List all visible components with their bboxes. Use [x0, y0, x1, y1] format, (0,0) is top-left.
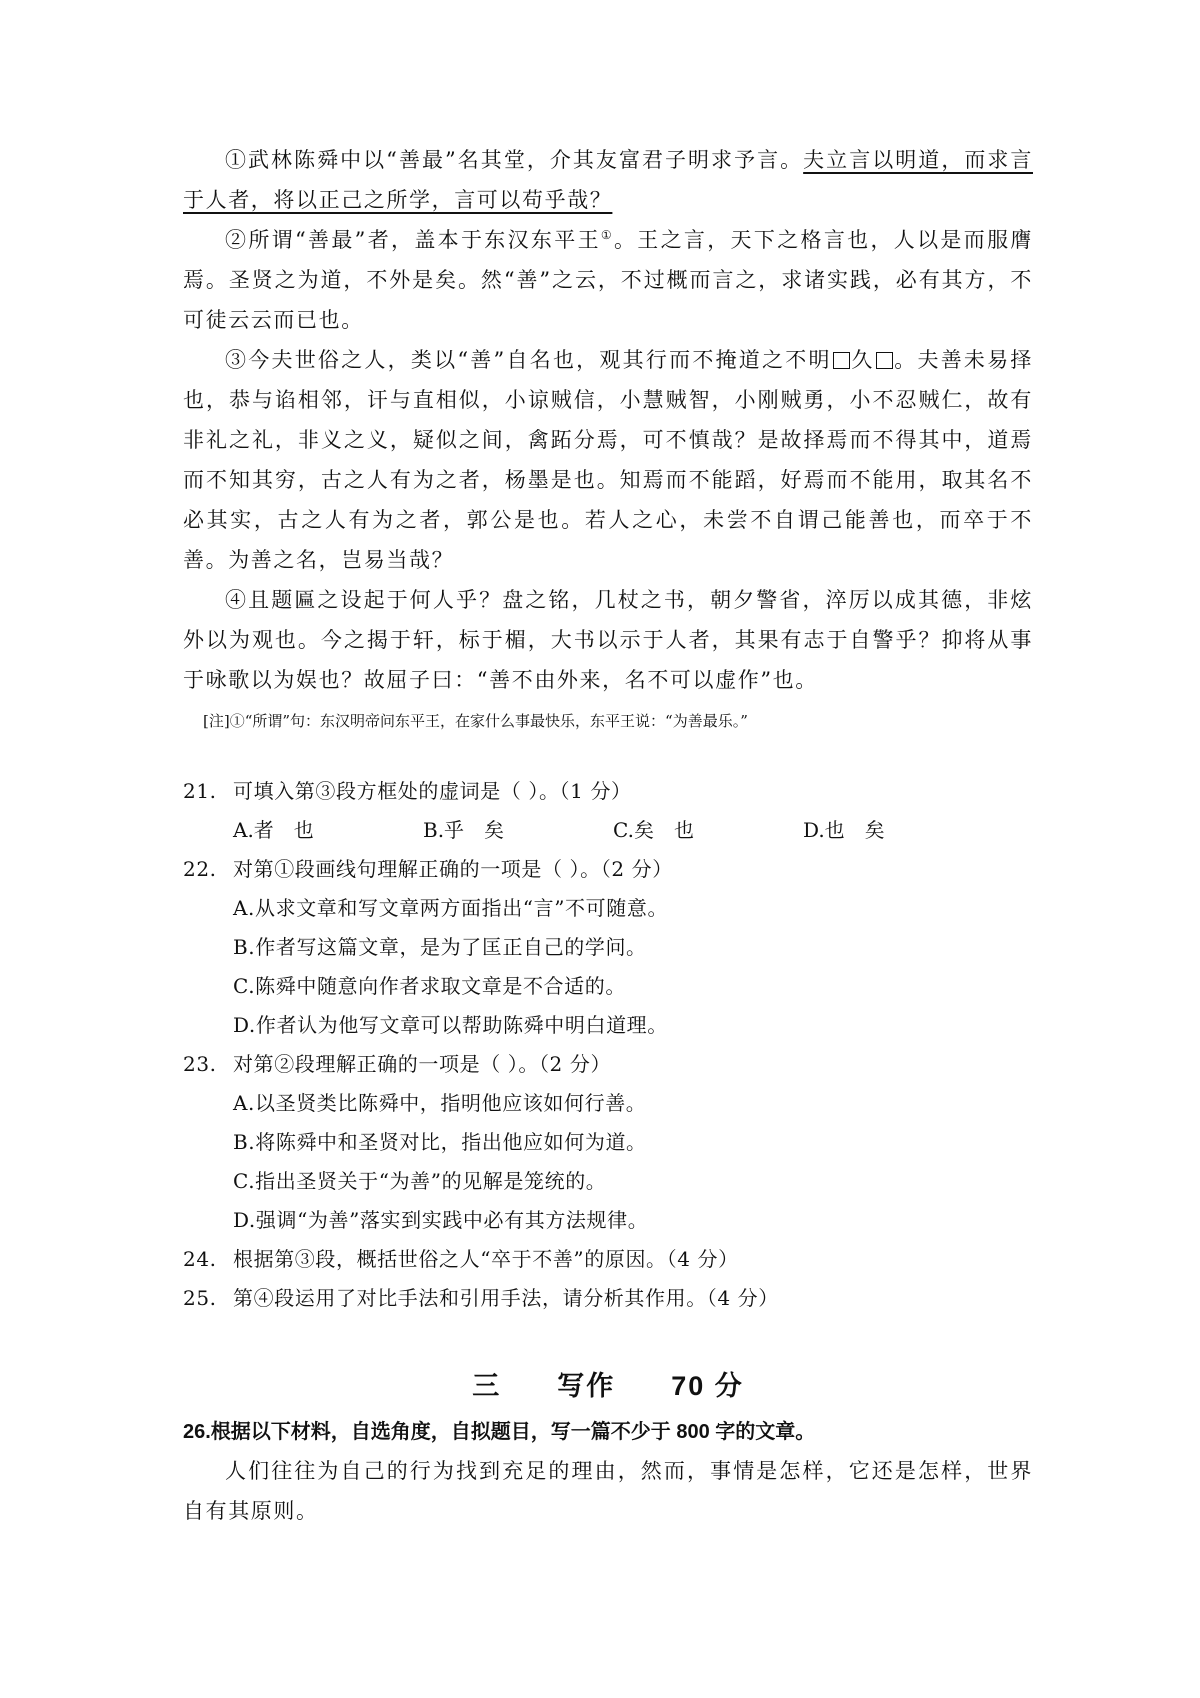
- option-b: B.作者写这篇文章，是为了匡正自己的学问。: [233, 935, 647, 959]
- section-number: 三: [472, 1371, 502, 1401]
- question-25: [183, 1279, 1033, 1318]
- question-list: [183, 772, 1033, 1318]
- option-a: A.从求文章和写文章两方面指出“言”不可随意。: [233, 896, 669, 920]
- option-d: D.作者认为他写文章可以帮助陈舜中明白道理。: [233, 1013, 668, 1037]
- question-number: 21.: [183, 779, 217, 803]
- footnote-marker: ①: [600, 228, 614, 242]
- question-21: [183, 772, 1033, 811]
- passage-paragraph-2: [183, 220, 1033, 340]
- classical-passage: [183, 140, 1033, 736]
- option-c: C.陈舜中随意向作者求取文章是不合适的。: [233, 974, 626, 998]
- question-text: 可填入第③段方框处的虚词是（ ）。（1 分）: [233, 779, 632, 803]
- passage-p1-text: ①武林陈舜中以“善最”名其堂，介其友富君子明求予言。: [225, 148, 804, 172]
- question-21-options: [233, 811, 1033, 850]
- option-d: D.也 矣: [803, 818, 885, 842]
- underlined-sentence: 夫立言以明道，而求言于人者，将以正己之所学，言可以苟乎哉？: [183, 148, 1033, 212]
- blank-box-2: [876, 352, 893, 369]
- passage-p2-text-cont: 。王之言，天下之格言也，人以是而服膺焉。圣贤之为道，不外是矣。然“善”之云，不过概而言之，求诸实践，必有其方，不可徒云云而已也。: [183, 228, 1033, 332]
- writing-material: 人们往往为自己的行为找到充足的理由，然而，事情是怎样，它还是怎样，世界自有其原则。: [183, 1459, 1033, 1523]
- option-b: B.将陈舜中和圣贤对比，指出他应如何为道。: [233, 1130, 647, 1154]
- question-text: 对第②段理解正确的一项是（ ）。（2 分）: [233, 1052, 612, 1076]
- question-text: 第④段运用了对比手法和引用手法，请分析其作用。（4 分）: [233, 1286, 779, 1310]
- question-number: 25.: [183, 1286, 217, 1310]
- passage-p3-text: ③今夫世俗之人，类以“善”自名也，观其行而不掩道之不明: [225, 348, 832, 372]
- passage-paragraph-1: [183, 140, 1033, 220]
- footnote: [注]①“所谓”句：东汉明帝问东平王，在家什么事最快乐，东平王说：“为善最乐。”: [203, 712, 748, 730]
- passage-p3-mid: 久: [850, 348, 875, 372]
- option-c: C.矣 也: [613, 818, 694, 842]
- question-23: [183, 1045, 1033, 1084]
- blank-box-1: [833, 352, 850, 369]
- option-a: A.者 也: [233, 818, 314, 842]
- question-number: 23.: [183, 1052, 217, 1076]
- question-text: 根据第③段，概括世俗之人“卒于不善”的原因。（4 分）: [233, 1247, 739, 1271]
- section-score: 70 分: [671, 1371, 744, 1401]
- option-c: C.指出圣贤关于“为善”的见解是笼统的。: [233, 1169, 607, 1193]
- question-number: 22.: [183, 857, 217, 881]
- question-number: 24.: [183, 1247, 217, 1271]
- writing-task: 26.根据以下材料，自选角度，自拟题目，写一篇不少于 800 字的文章。: [183, 1421, 816, 1443]
- exam-page: [183, 140, 1033, 1531]
- passage-paragraph-4: ④且题匾之设起于何人乎？盘之铭，几杖之书，朝夕警省，淬厉以成其德，非炫外以为观也。今之揭于轩，标于楣，大书以示于人者，其果有志于自警乎？抑将从事于咏歌以为娱也？故屈子曰：“善不由外来，名不可以虚作”也。: [183, 588, 1033, 692]
- option-d: D.强调“为善”落实到实践中必有其方法规律。: [233, 1208, 649, 1232]
- passage-paragraph-3: [183, 340, 1033, 580]
- question-24: [183, 1240, 1033, 1279]
- passage-p3-text-cont: 。夫善未易择也，恭与谄相邻，讦与直相似，小谅贼信，小慧贼智，小刚贼勇，小不忍贼仁，故有非礼之礼，非义之义，疑似之间，禽跖分焉，可不慎哉？是故择焉而不得其中，道焉而不知其穷，古之人有为之者，杨墨是也。知焉而不能蹈，好焉而不能用，取其名不必其实，古之人有为之者，郭公是也。若人之心，未尝不自谓己能善也，而卒于不善。为善之名，岂易当哉？: [183, 348, 1033, 572]
- section-heading: [183, 1364, 1033, 1403]
- section-name: 写作: [557, 1371, 616, 1401]
- question-22: [183, 850, 1033, 889]
- passage-p2-text: ②所谓“善最”者，盖本于东汉东平王: [225, 228, 601, 252]
- option-b: B.乎 矣: [423, 818, 505, 842]
- option-a: A.以圣贤类比陈舜中，指明他应该如何行善。: [233, 1091, 647, 1115]
- question-text: 对第①段画线句理解正确的一项是（ ）。（2 分）: [233, 857, 673, 881]
